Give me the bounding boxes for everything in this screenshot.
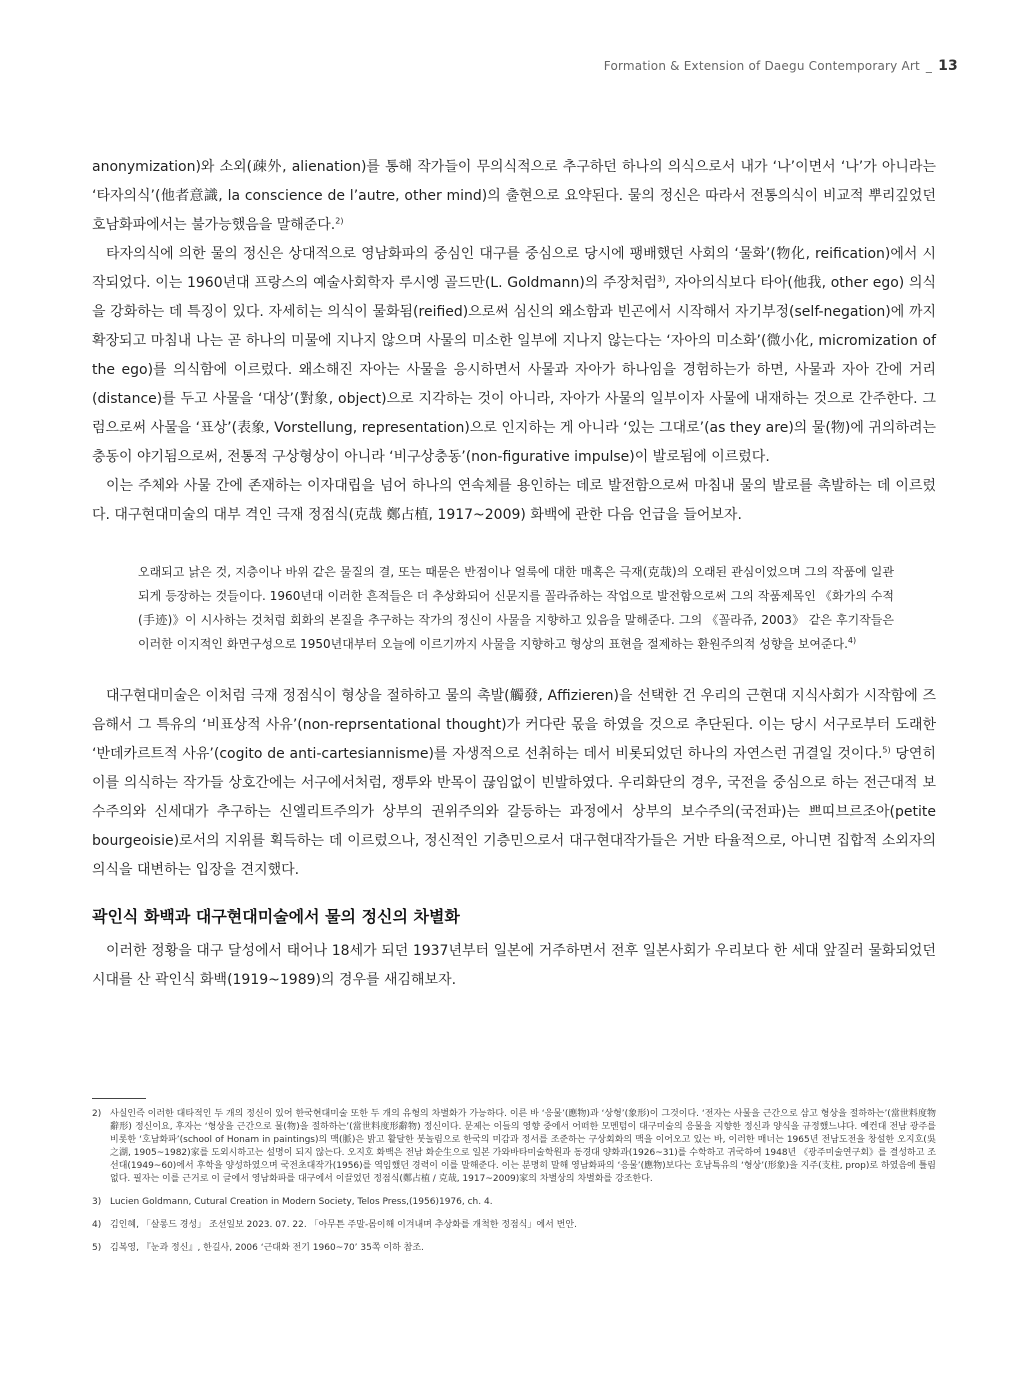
footnote-number: 4) xyxy=(92,1220,102,1230)
footnote-3 xyxy=(92,1196,936,1209)
footnotes xyxy=(92,1108,936,1265)
section-heading: 곽인식 화백과 대구현대미술에서 물의 정신의 차별화 xyxy=(92,907,460,926)
footnote-text: Lucien Goldmann, Cutural Creation in Modern Society, Telos Press,(1956)1976, ch. 4. xyxy=(110,1197,493,1207)
paragraph-5: 이러한 정황을 대구 달성에서 태어나 18세가 되던 1937년부터 일본에 거주하면서 전후 일본사회가 우리보다 한 세대 앞질러 물화되었던 시대를 산 곽인식 화백(1919~1989)의 경우를 새김해보자. xyxy=(92,943,936,988)
main-text xyxy=(92,153,936,995)
paragraph-2: 타자의식에 의한 물의 정신은 상대적으로 영남화파의 중심인 대구를 중심으로 당시에 팽배했던 사회의 ‘물화’(物化, reification)에서 시작되었다. 이는 1960년대 프랑스의 예술사회학자 루시엥 골드만(L. Goldmann)의 주장처럼$^{3)}$, 자아의식보다 타아(他我, other ego) 의식을 강화하는 데 특징이 있다. 자세히는 의식이 물화됨(reified)으로써 심신의 왜소함과 빈곤에서 시작해서 자기부정(self-negation)에 까지 확장되고 마침내 나는 곧 하나의 미물에 지나지 않으며 사물의 미소한 일부에 지나지 않는다는 ‘자아의 미소화’(微小化, micromization of the ego)를 의식함에 이르렀다. 왜소해진 자아는 사물을 응시하면서 사물과 자아가 하나임을 경험하는가 하면, 사물과 자아 간에 거리(distance)를 두고 사물을 ‘대상’(對象, object)으로 지각하는 것이 아니라, 자아가 사물의 일부이자 사물에 내재하는 것으로 간주한다. 그럼으로써 사물을 ‘표상’(表象, Vorstellung, representation)으로 인지하는 게 아니라 ‘있는 그대로’(as they are)의 물(物)에 귀의하려는 충동이 야기됨으로써, 전통적 구상형상이 아니라 ‘비구상충동’(non-figurative impulse)이 발로됨에 이르렀다. xyxy=(92,246,936,465)
footnote-ref-5[interactable]: 5) xyxy=(882,745,891,755)
footnote-ref-2[interactable]: 2) xyxy=(335,216,344,226)
paragraph-3: 이는 주체와 사물 간에 존재하는 이자대립을 넘어 하나의 연속체를 용인하는 데로 발전함으로써 마침내 물의 발로를 촉발하는 데 이르렀다. 대구현대미술의 대부 격인 극재 정점식(克哉 鄭占植, 1917~2009) 화백에 관한 다음 언급을 들어보자. xyxy=(92,478,936,523)
footnote-number: 5) xyxy=(92,1243,102,1253)
running-header xyxy=(604,58,958,74)
footnote-text: 사실인즉 이러한 대타적인 두 개의 정신이 있어 한국현대미술 또한 두 개의 유형의 차별화가 가능하다. 이른 바 ‘응물’(應物)과 ‘상형’(象形)이 그것이다. ‘전자는 사물을 근간으로 삼고 형상을 절하하는’(當世料度物辭形) 정신이요, 후자는 ‘형상을 근간으로 물(物)을 절하하는’(當世料度形辭物) 정신이다. 문제는 이들의 영향 중에서 어떠한 모멘텀이 대구미술의 응물을 지향한 정신과 양식을 규정했느냐다. 예컨대 전남 광주를 비롯한 ‘호남화파’(school of Honam in paintings)의 맥(脈)은 밝고 활달한 붓놀림으로 한국의 미감과 정서를 조준하는 구상회화의 맥을 이어오고 있는 바, 이러한 매너는 1965년 전남도전을 창설한 오지호(吳之湖, 1905~1982)家를 도외시하고는 설명이 되지 않는다. 오지호 화백은 전남 화순生으로 일본 가와바타미술학원과 동경대 양화과(1926~31)를 수학하고 귀국하여 1948년 《광주미술연구회》를 결성하고 조선대(1949~60)에서 후학을 양성하였으며 국전초대작가(1956)를 역임했던 경력이 이를 말해준다. 이는 분명히 말해 영남화파의 ‘응물’(應物)보다는 호남특유의 ‘형상’(形象)을 지주(支柱, prop)로 하였음에 틀림없다. 필자는 이를 근거로 이 글에서 영남화파를 대구에서 이끌었던 정점식(鄭占植 / 克哉, 1917~2009)家의 차별상의 차별화를 강조한다. xyxy=(110,1109,936,1184)
footnote-number: 3) xyxy=(92,1197,102,1207)
paragraph-1: anonymization)와 소외(疎外, alienation)를 통해 작가들이 무의식적으로 추구하던 하나의 의식으로서 내가 ‘나’이면서 ‘나’가 아니라는 ‘타자의식’(他者意識, la conscience de l’autre, other mind)의 출현으로 요약된다. 물의 정신은 따라서 전통의식이 비교적 뿌리깊었던 호남화파에서는 불가능했음을 말해준다.$^{2)}$ xyxy=(92,159,936,233)
footnote-text: 김복영, 『눈과 정신』, 한길사, 2006 ‘근대화 전기 1960~70’ 35쪽 이하 참조. xyxy=(110,1243,424,1253)
page-number: 13 xyxy=(938,58,958,74)
footnote-5 xyxy=(92,1242,936,1255)
footnote-ref-4[interactable]: 4) xyxy=(847,636,857,645)
quote-text: 오래되고 낡은 것, 지층이나 바위 같은 물질의 결, 또는 때묻은 반점이나 얼룩에 대한 매혹은 극재(克哉)의 오래된 관심이었으며 그의 작품에 일관되게 등장하는 것들이다. 1960년대 이러한 흔적들은 더 추상화되어 신문지를 꼴라쥬하는 작업으로 발전함으로써 그의 작품제목인 《화가의 수적(手迹)》이 시사하는 것처럼 회화의 본질을 추구하는 작가의 정신이 사물을 지향하고 있음을 말해준다. 그의 《꼴라쥬, 2003》 같은 후기작들은 이러한 이지적인 화면구성으로 1950년대부터 오늘에 이르기까지 사물을 지향하고 형상의 표현을 절제하는 환원주의적 성향을 보여준다.$^{4)}$ xyxy=(138,565,894,651)
footnote-text: 김인혜, 「살롱드 경성」 조선일보 2023. 07. 22. 「아무튼 주말-몸이해 이겨내며 추상화를 개척한 정점식」에서 번안. xyxy=(110,1220,577,1230)
block-quote xyxy=(138,560,894,656)
footnote-2 xyxy=(92,1108,936,1186)
header-separator: _ xyxy=(925,59,933,73)
footnote-number: 2) xyxy=(92,1109,102,1119)
footnote-divider xyxy=(92,1098,146,1099)
footnote-ref-3[interactable]: 3) xyxy=(657,274,666,284)
footnote-4 xyxy=(92,1219,936,1232)
journal-title: Formation & Extension of Daegu Contemporary Art xyxy=(603,59,920,73)
paragraph-4: 대구현대미술은 이처럼 극재 정점식이 형상을 절하하고 물의 촉발(觸發, Affizieren)을 선택한 건 우리의 근현대 지식사회가 시작함에 즈음해서 그 특유의 ‘비표상적 사유’(non-reprsentational thought)가 커다란 몫을 하였을 것으로 추단된다. 이는 당시 서구로부터 도래한 ‘반데카르트적 사유’(cogito de anti-cartesiannisme)를 자생적으로 선취하는 데서 비롯되었던 하나의 자연스런 귀결일 것이다.$^{5)}$ 당연히 이를 의식하는 작가들 상호간에는 서구에서처럼, 쟁투와 반목이 끊임없이 빈발하였다. 우리화단의 경우, 국전을 중심으로 하는 전근대적 보수주의와 신세대가 추구하는 신엘리트주의가 상부의 권위주의와 갈등하는 과정에서 상부의 보수주의(국전파)는 쁘띠브르조아(petite bourgeoisie)로서의 지위를 획득하는 데 이르렀으나, 정신적인 기층민으로서 대구현대작가들은 거반 타율적으로, 아니면 집합적 소외자의 의식을 대변하는 입장을 견지했다. xyxy=(92,688,936,878)
